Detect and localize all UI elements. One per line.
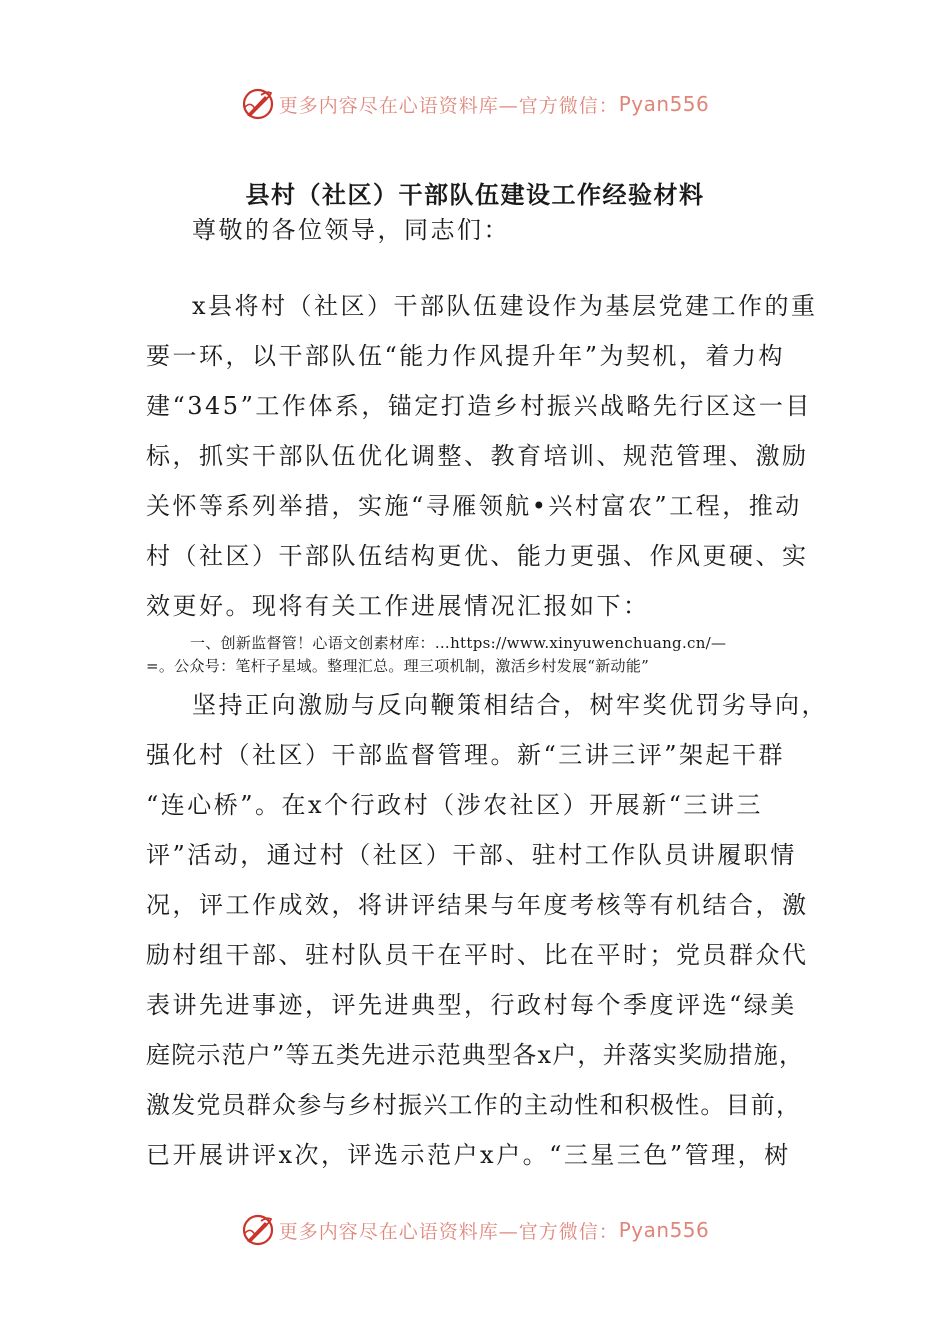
- body-line: 已开展讲评x次，评选示范户x户。“三星三色”管理，树: [146, 1141, 791, 1169]
- watermark-code: Pyan556: [618, 92, 710, 116]
- body-line: 关怀等系列举措，实施“寻雁领航•兴村富农”工程，推动: [146, 492, 802, 520]
- body-line: “连心桥”。在x个行政村（涉农社区）开展新“三讲三: [146, 791, 763, 819]
- document-title: 县村（社区）干部队伍建设工作经验材料: [245, 181, 705, 209]
- watermark-banner-bottom: [0, 1210, 950, 1250]
- body-line: 村（社区）干部队伍结构更优、能力更强、作风更硬、实: [146, 542, 809, 570]
- body-line: 况，评工作成效，将讲评结果与年度考核等有机结合，激: [146, 891, 809, 919]
- body-line: x县将村（社区）干部队伍建设作为基层党建工作的重: [192, 292, 818, 320]
- body-line: 强化村（社区）干部监督管理。新“三讲三评”架起干群: [146, 741, 786, 769]
- salutation: 尊敬的各位领导，同志们：: [192, 216, 510, 244]
- watermark-text: 更多内容尽在心语资料库—官方微信：: [278, 1220, 619, 1243]
- body-line: 建“345”工作体系，锚定打造乡村振兴战略先行区这一目: [146, 392, 812, 420]
- watermark-text: 更多内容尽在心语资料库—官方微信：: [278, 94, 619, 117]
- body-line: 评”活动，通过村（社区）干部、驻村工作队员讲履职情: [146, 841, 797, 869]
- body-line: 励村组干部、驻村队员干在平时、比在平时；党员群众代: [146, 941, 809, 969]
- pen-logo-icon: [241, 87, 275, 121]
- body-line: 效更好。现将有关工作进展情况汇报如下：: [146, 592, 650, 620]
- watermark-banner-top: [0, 84, 950, 124]
- body-line: 激发党员群众参与乡村振兴工作的主动性和积极性。目前，: [146, 1091, 802, 1119]
- body-line: 坚持正向激励与反向鞭策相结合，树牢奖优罚劣导向，: [192, 691, 828, 719]
- section-heading-line: 一、创新监督管！心语文创素材库：…https://www.xinyuwenchuang.cn/—: [190, 634, 727, 652]
- body-line: 庭院示范户”等五类先进示范典型各x户，并落实奖励措施，: [146, 1041, 805, 1069]
- section-heading-line: =。公众号：笔杆子星域。整理汇总。理三项机制，激活乡村发展“新动能”: [146, 657, 650, 675]
- body-line: 表讲先进事迹，评先进典型，行政村每个季度评选“绿美: [146, 991, 797, 1019]
- body-line: 标，抓实干部队伍优化调整、教育培训、规范管理、激励: [146, 442, 809, 470]
- body-line: 要一环，以干部队伍“能力作风提升年”为契机，着力构: [146, 342, 786, 370]
- pen-logo-icon: [241, 1213, 275, 1247]
- watermark-code: Pyan556: [618, 1218, 710, 1242]
